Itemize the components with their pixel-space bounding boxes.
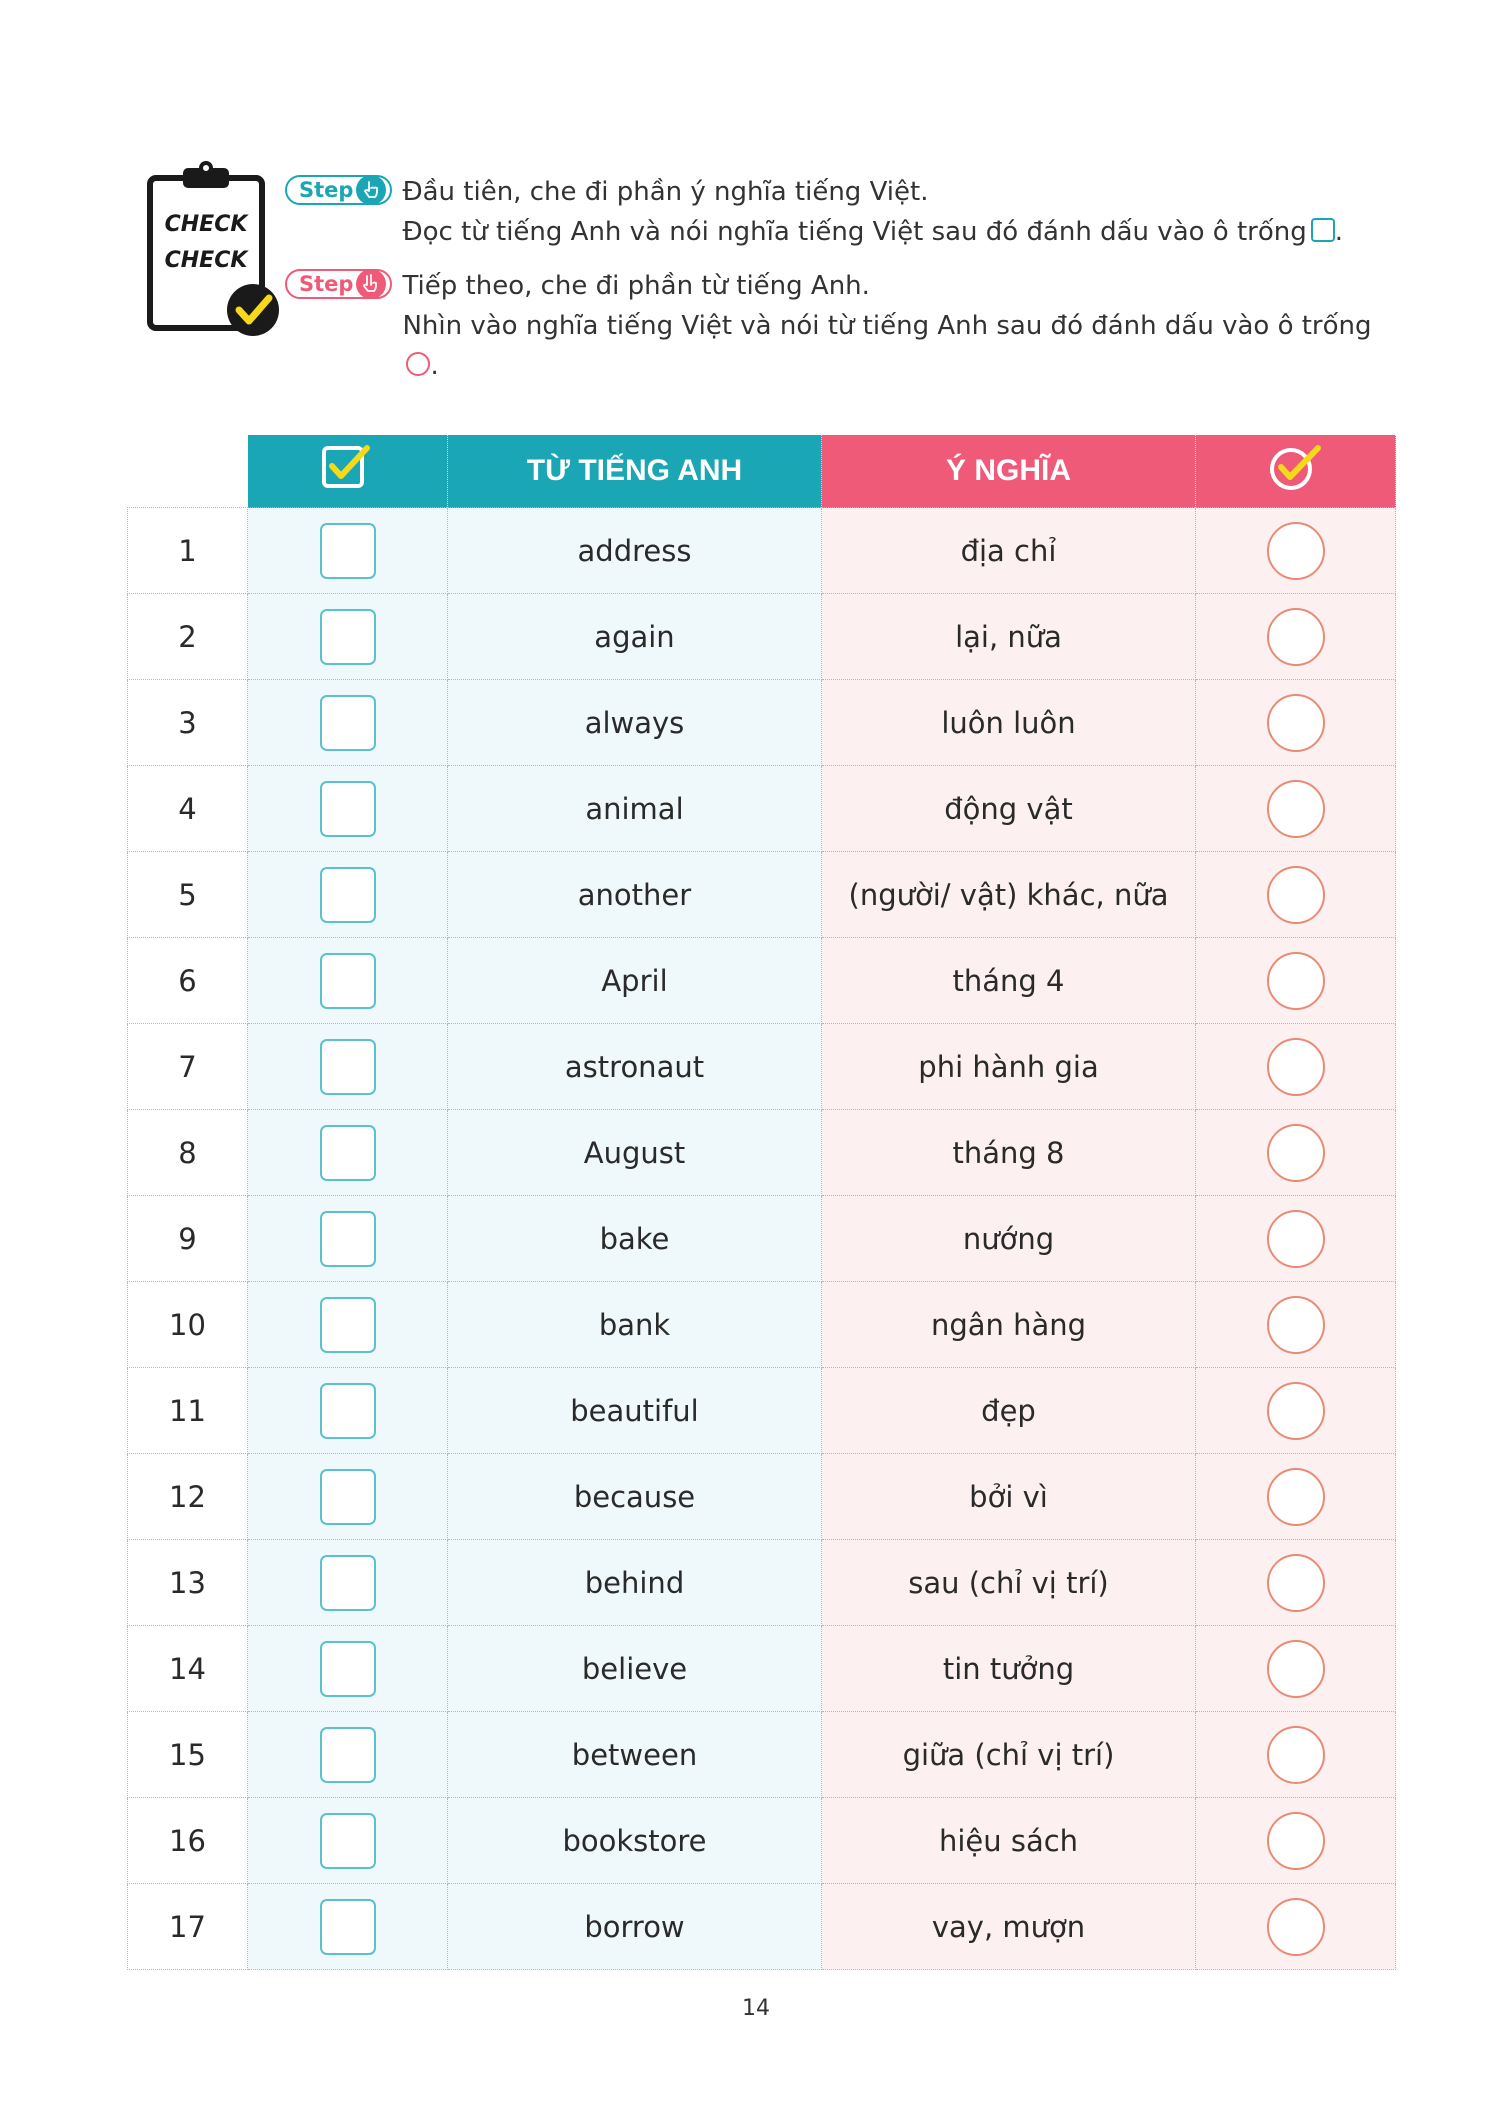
step-2 <box>285 266 1395 386</box>
table-row <box>128 1024 1396 1110</box>
square-checkbox[interactable] <box>320 953 376 1009</box>
circle-checkbox[interactable] <box>1267 1210 1325 1268</box>
vietnamese-meaning: lại, nữa <box>822 594 1196 680</box>
row-checkbox-cell <box>248 1454 448 1540</box>
square-checkbox[interactable] <box>320 609 376 665</box>
english-word: bake <box>448 1196 822 1282</box>
row-number: 2 <box>128 594 248 680</box>
english-word: bookstore <box>448 1798 822 1884</box>
circle-checkbox[interactable] <box>1267 1898 1325 1956</box>
circle-checkbox[interactable] <box>1267 1726 1325 1784</box>
english-word: bank <box>448 1282 822 1368</box>
english-word: borrow <box>448 1884 822 1970</box>
header-check-square <box>248 435 448 508</box>
english-word: address <box>448 508 822 594</box>
square-checkbox[interactable] <box>320 1383 376 1439</box>
table-row <box>128 1798 1396 1884</box>
row-checkbox-cell <box>248 1798 448 1884</box>
step-2-line-2 <box>402 306 1395 386</box>
clipboard-text-2: CHECK <box>164 248 248 273</box>
row-checkbox-cell <box>248 1368 448 1454</box>
clipboard-text-1: CHECK <box>164 212 248 237</box>
header-check-circle <box>1196 435 1396 508</box>
vietnamese-meaning: giữa (chỉ vị trí) <box>822 1712 1196 1798</box>
english-word: August <box>448 1110 822 1196</box>
header-meaning: Ý NGHĨA <box>822 435 1196 508</box>
circle-checkbox-icon <box>406 352 430 376</box>
vietnamese-meaning: bởi vì <box>822 1454 1196 1540</box>
table-row <box>128 594 1396 680</box>
row-number: 12 <box>128 1454 248 1540</box>
row-number: 13 <box>128 1540 248 1626</box>
vietnamese-meaning: sau (chỉ vị trí) <box>822 1540 1196 1626</box>
row-circle-cell <box>1196 680 1396 766</box>
table-row <box>128 766 1396 852</box>
row-checkbox-cell <box>248 508 448 594</box>
square-checkbox[interactable] <box>320 1641 376 1697</box>
english-word: because <box>448 1454 822 1540</box>
vietnamese-meaning: động vật <box>822 766 1196 852</box>
vietnamese-meaning: địa chỉ <box>822 508 1196 594</box>
square-checkbox[interactable] <box>320 1297 376 1353</box>
row-checkbox-cell <box>248 680 448 766</box>
table-row <box>128 1626 1396 1712</box>
row-checkbox-cell <box>248 938 448 1024</box>
circle-checkbox[interactable] <box>1267 694 1325 752</box>
row-circle-cell <box>1196 1454 1396 1540</box>
row-number: 17 <box>128 1884 248 1970</box>
row-number: 4 <box>128 766 248 852</box>
row-number: 10 <box>128 1282 248 1368</box>
english-word: astronaut <box>448 1024 822 1110</box>
english-word: April <box>448 938 822 1024</box>
square-checkbox[interactable] <box>320 1555 376 1611</box>
checked-square-icon <box>321 443 373 491</box>
step-2-badge-label: Step <box>299 272 354 296</box>
english-word: again <box>448 594 822 680</box>
row-number: 9 <box>128 1196 248 1282</box>
table-row <box>128 1282 1396 1368</box>
table-row <box>128 1110 1396 1196</box>
circle-checkbox[interactable] <box>1267 1554 1325 1612</box>
instructions-header <box>145 160 1395 381</box>
vietnamese-meaning: ngân hàng <box>822 1282 1196 1368</box>
row-checkbox-cell <box>248 852 448 938</box>
english-word: between <box>448 1712 822 1798</box>
steps-list <box>285 172 1395 400</box>
circle-checkbox[interactable] <box>1267 522 1325 580</box>
table-row <box>128 680 1396 766</box>
row-circle-cell <box>1196 508 1396 594</box>
vietnamese-meaning: luôn luôn <box>822 680 1196 766</box>
vocabulary-rows <box>128 508 1396 1970</box>
english-word: another <box>448 852 822 938</box>
table-row <box>128 1540 1396 1626</box>
circle-checkbox[interactable] <box>1267 1038 1325 1096</box>
vietnamese-meaning: tháng 4 <box>822 938 1196 1024</box>
square-checkbox[interactable] <box>320 523 376 579</box>
two-finger-hand-icon <box>356 269 386 299</box>
square-checkbox[interactable] <box>320 867 376 923</box>
square-checkbox[interactable] <box>320 695 376 751</box>
table-row <box>128 1368 1396 1454</box>
row-circle-cell <box>1196 1626 1396 1712</box>
square-checkbox[interactable] <box>320 1727 376 1783</box>
row-number: 8 <box>128 1110 248 1196</box>
step-1-line-2 <box>402 212 1343 252</box>
circle-checkbox[interactable] <box>1267 952 1325 1010</box>
english-word: behind <box>448 1540 822 1626</box>
square-checkbox[interactable] <box>320 1813 376 1869</box>
row-checkbox-cell <box>248 1712 448 1798</box>
vietnamese-meaning: tháng 8 <box>822 1110 1196 1196</box>
row-circle-cell <box>1196 594 1396 680</box>
vietnamese-meaning: phi hành gia <box>822 1024 1196 1110</box>
row-number: 11 <box>128 1368 248 1454</box>
row-checkbox-cell <box>248 1540 448 1626</box>
square-checkbox[interactable] <box>320 781 376 837</box>
circle-checkbox[interactable] <box>1267 780 1325 838</box>
row-checkbox-cell <box>248 1626 448 1712</box>
square-checkbox[interactable] <box>320 1039 376 1095</box>
square-checkbox[interactable] <box>320 1211 376 1267</box>
square-checkbox[interactable] <box>320 1899 376 1955</box>
row-number: 16 <box>128 1798 248 1884</box>
row-circle-cell <box>1196 1196 1396 1282</box>
vocabulary-table <box>127 435 1396 1970</box>
step-1-line-2-end: . <box>1334 217 1344 247</box>
row-circle-cell <box>1196 1282 1396 1368</box>
square-checkbox-icon <box>1311 218 1335 242</box>
table-row <box>128 852 1396 938</box>
step-2-text <box>402 266 1395 386</box>
row-checkbox-cell <box>248 766 448 852</box>
row-number: 7 <box>128 1024 248 1110</box>
circle-checkbox[interactable] <box>1267 866 1325 924</box>
english-word: animal <box>448 766 822 852</box>
table-row <box>128 938 1396 1024</box>
circle-checkbox[interactable] <box>1267 1468 1325 1526</box>
circle-checkbox[interactable] <box>1267 1296 1325 1354</box>
row-checkbox-cell <box>248 1282 448 1368</box>
table-row <box>128 1884 1396 1970</box>
square-checkbox[interactable] <box>320 1125 376 1181</box>
step-2-line-1: Tiếp theo, che đi phần từ tiếng Anh. <box>402 271 870 301</box>
circle-checkbox[interactable] <box>1267 1124 1325 1182</box>
step-1-badge-label: Step <box>299 178 354 202</box>
vietnamese-meaning: tin tưởng <box>822 1626 1196 1712</box>
circle-checkbox[interactable] <box>1267 1640 1325 1698</box>
table-row <box>128 508 1396 594</box>
row-circle-cell <box>1196 1540 1396 1626</box>
vietnamese-meaning: (người/ vật) khác, nữa <box>822 852 1196 938</box>
circle-checkbox[interactable] <box>1267 1812 1325 1870</box>
step-1-line-2-text: Đọc từ tiếng Anh và nói nghĩa tiếng Việt sau đó đánh dấu vào ô trống <box>402 217 1307 247</box>
row-number: 1 <box>128 508 248 594</box>
table-row <box>128 1196 1396 1282</box>
row-number: 15 <box>128 1712 248 1798</box>
vietnamese-meaning: hiệu sách <box>822 1798 1196 1884</box>
table-row <box>128 1454 1396 1540</box>
row-checkbox-cell <box>248 1024 448 1110</box>
english-word: believe <box>448 1626 822 1712</box>
row-circle-cell <box>1196 938 1396 1024</box>
english-word: always <box>448 680 822 766</box>
row-number: 3 <box>128 680 248 766</box>
circle-checkbox[interactable] <box>1267 1382 1325 1440</box>
vietnamese-meaning: vay, mượn <box>822 1884 1196 1970</box>
header-english-word: TỪ TIẾNG ANH <box>448 435 822 508</box>
row-circle-cell <box>1196 1884 1396 1970</box>
step-2-line-2-text: Nhìn vào nghĩa tiếng Việt và nói từ tiếng Anh sau đó đánh dấu vào ô trống <box>402 311 1372 341</box>
row-circle-cell <box>1196 852 1396 938</box>
header-number-blank <box>128 435 248 508</box>
square-checkbox[interactable] <box>320 1469 376 1525</box>
vietnamese-meaning: nướng <box>822 1196 1196 1282</box>
one-finger-hand-icon <box>356 175 386 205</box>
row-circle-cell <box>1196 1798 1396 1884</box>
row-number: 6 <box>128 938 248 1024</box>
row-circle-cell <box>1196 766 1396 852</box>
step-1-text <box>402 172 1343 252</box>
row-checkbox-cell <box>248 1110 448 1196</box>
checked-circle-icon <box>1268 442 1324 492</box>
vietnamese-meaning: đẹp <box>822 1368 1196 1454</box>
table-header-row <box>128 435 1396 508</box>
step-2-line-2-end: . <box>430 351 439 381</box>
english-word: beautiful <box>448 1368 822 1454</box>
row-circle-cell <box>1196 1110 1396 1196</box>
page-number: 14 <box>742 1996 770 2021</box>
table-row <box>128 1712 1396 1798</box>
step-1 <box>285 172 1395 252</box>
circle-checkbox[interactable] <box>1267 608 1325 666</box>
row-checkbox-cell <box>248 1884 448 1970</box>
row-number: 5 <box>128 852 248 938</box>
row-circle-cell <box>1196 1368 1396 1454</box>
row-checkbox-cell <box>248 594 448 680</box>
step-2-badge <box>285 269 392 299</box>
row-number: 14 <box>128 1626 248 1712</box>
step-1-badge <box>285 175 392 205</box>
step-1-line-1: Đầu tiên, che đi phần ý nghĩa tiếng Việt. <box>402 177 929 207</box>
row-checkbox-cell <box>248 1196 448 1282</box>
row-circle-cell <box>1196 1712 1396 1798</box>
row-circle-cell <box>1196 1024 1396 1110</box>
check-check-clipboard-icon <box>145 160 285 340</box>
